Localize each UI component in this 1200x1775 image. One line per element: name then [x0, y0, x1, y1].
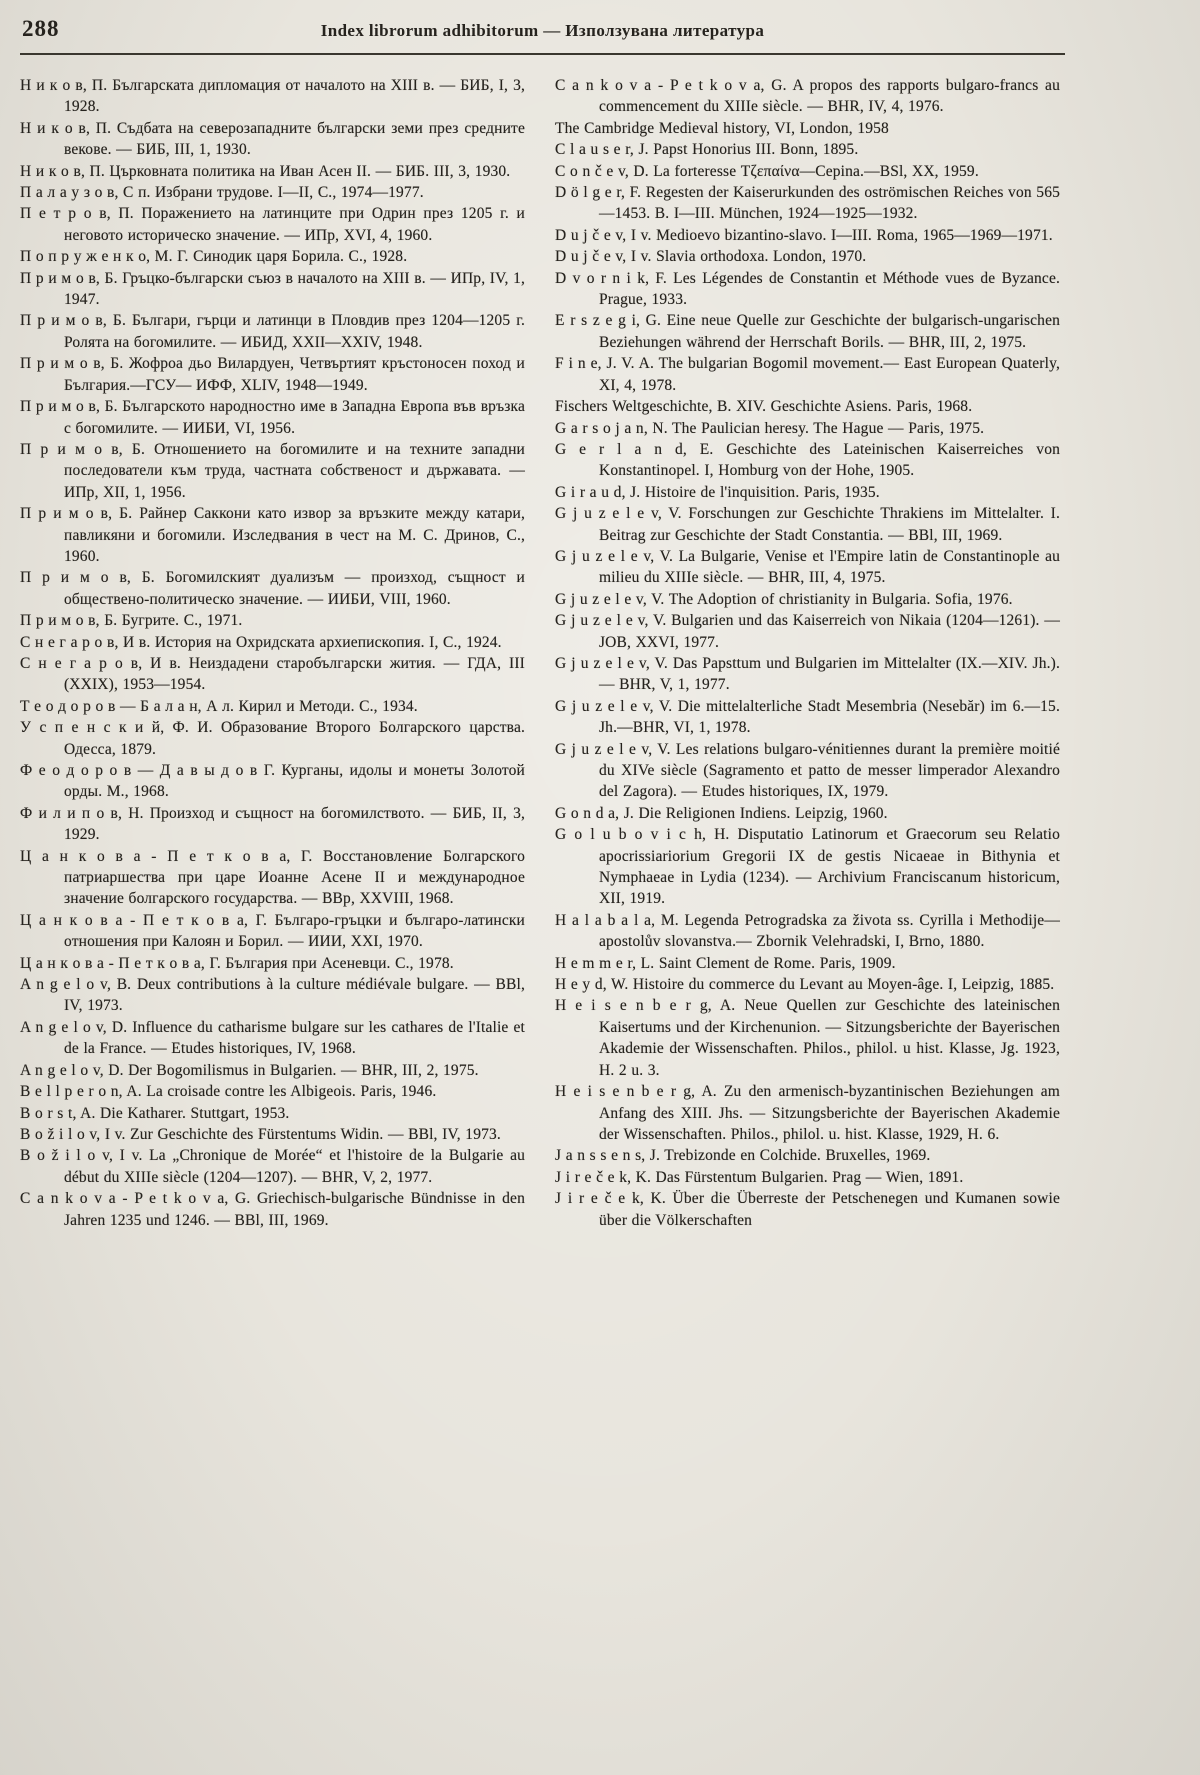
bibliography-entry: G o l u b o v i c h, H. Disputatio Latinorum et Graecorum seu Relatio apocrissiariorium Gregorii IX de gestis Nicaeae in Bithynia et Nymphaeae in Lydia (1234). — Archivium Franciscanum historicum, XII, 1919.	[555, 826, 1060, 908]
bibliography-entry: B o ž i l o v, I v. La „Chronique de Morée“ et l'histoire de la Bulgarie au début du XIIIe siècle (1204—1207). — BHR, V, 2, 1977.	[20, 1147, 525, 1186]
header-rule	[20, 53, 1065, 55]
bibliography-entry: D u j č e v, I v. Slavia orthodoxa. London, 1970.	[555, 248, 867, 266]
bibliography-entry: Н и к о в, П. Българската дипломация от началото на XIII в. — БИБ, I, 3, 1928.	[20, 77, 525, 116]
bibliography-entry: П р и м о в, Б. Жофроа дьо Вилардуен, Четвъртият кръстоносен поход и България.—ГСУ— ИФФ, XLIV, 1948—1949.	[20, 355, 525, 394]
bibliography-entry: A n g e l o v, D. Influence du catharisme bulgare sur les cathares de l'Italie et de la France. — Etudes historiques, IV, 1968.	[20, 1018, 525, 1058]
bibliography-entry: Ц а н к о в а - П е т к о в а, Г. Българо-гръцки и българо-латински отношения при Калоян и Борил. — ИИИ, XXI, 1970.	[20, 911, 525, 951]
page-number: 288	[22, 16, 60, 41]
bibliography-entry: П р и м о в, Б. Бугрите. С., 1971.	[20, 612, 243, 630]
bibliography-entry: Т е о д о р о в — Б а л а н, А л. Кирил и Методи. С., 1934.	[20, 697, 418, 715]
bibliography-entry: G j u z e l e v, V. The Adoption of christianity in Bulgaria. Sofia, 1976.	[555, 590, 1013, 608]
bibliography-entry: Ф е о д о р о в — Д а в ы д о в Г. Курганы, идолы и монеты Золотой орды. М., 1968.	[20, 762, 525, 801]
bibliography-entry: B o r s t, A. Die Katharer. Stuttgart, 1953.	[20, 1104, 290, 1122]
bibliography-entry: G i r a u d, J. Histoire de l'inquisition. Paris, 1935.	[555, 483, 880, 501]
bibliography-entry: П а л а у з о в, С п. Избрани трудове. I—II, С., 1974—1977.	[20, 184, 424, 202]
bibliography-entry: П е т р о в, П. Поражението на латинците при Одрин през 1205 г. и неговото историческо значение. — ИПр, XVI, 4, 1960.	[20, 205, 525, 244]
bibliography-entry: H e i s e n b e r g, A. Neue Quellen zur Geschichte des lateinischen Kaisertums und der Kirchenunion. — Sitzungsberichte der Bayerischen Akademie der Wissenschaften. Philos., philol. u hist. Klasse, Jg. 1923, H. 2 u. 3.	[555, 997, 1060, 1079]
bibliography-entry: С н е г а р о в, И в. Неиздадени старобългарски жития. — ГДА, III (XXIX), 1953—1954.	[20, 654, 525, 694]
right-column	[555, 75, 1060, 1231]
bibliography-entry: A n g e l o v, B. Deux contributions à la culture médiévale bulgare. — BBl, IV, 1973.	[20, 976, 525, 1015]
bibliography-entry: П р и м о в, Б. Българското народностно име в Западна Европа във връзка с богомилите. — ИИБИ, VI, 1956.	[20, 398, 525, 437]
bibliography-entry: П р и м о в, Б. Райнер Саккони като извор за връзките между катари, павликяни и богомили. Изследвания в чест на М. С. Дринов, С., 1960.	[20, 505, 525, 565]
bibliography-entry: Ц а н к о в а - П е т к о в а, Г. Восстановление Болгарского патриаршества при царе Иоанне Асене II и международное значение болгарского государства. — ВВр, XXVIII, 1968.	[20, 847, 525, 908]
bibliography-entry: Ц а н к о в а - П е т к о в а, Г. България при Асеневци. С., 1978.	[20, 954, 454, 972]
bibliography-entry: У с п е н с к и й, Ф. И. Образование Второго Болгарского царства. Одесса, 1879.	[20, 719, 525, 758]
bibliography-entry: G j u z e l e v, V. La Bulgarie, Venise et l'Empire latin de Constantinople au milieu du XIIIe siècle. — BHR, III, 4, 1975.	[555, 547, 1060, 587]
bibliography-entry: A n g e l o v, D. Der Bogomilismus in Bulgarien. — BHR, III, 2, 1975.	[20, 1061, 479, 1079]
bibliography-entry: C a n k o v a - P e t k o v a, G. A propos des rapports bulgaro-francs au commencement du XIIIe siècle. — BHR, IV, 4, 1976.	[555, 77, 1060, 116]
bibliography-entry: B e l l p e r o n, A. La croisade contre les Albigeois. Paris, 1946.	[20, 1083, 437, 1101]
bibliography-columns	[20, 75, 1065, 1231]
bibliography-entry: G j u z e l e v, V. Die mittelalterliche Stadt Mesembria (Nesebăr) im 6.—15. Jh.—BHR, VI, 1, 1978.	[555, 697, 1060, 737]
bibliography-entry: G o n d a, J. Die Religionen Indiens. Leipzig, 1960.	[555, 804, 888, 822]
bibliography-entry: D v o r n i k, F. Les Légendes de Constantin et Méthode vues de Byzance. Prague, 1933.	[555, 269, 1060, 309]
bibliography-entry: D ö l g e r, F. Regesten der Kaiserurkunden des oströmischen Reiches von 565—1453. B. I—III. München, 1924—1925—1932.	[555, 184, 1060, 223]
bibliography-entry: F i n e, J. V. A. The bulgarian Bogomil movement.— East European Quaterly, XI, 4, 1978.	[555, 355, 1060, 394]
bibliography-entry: C o n č e v, D. La forteresse Τζεπαίνα—Cepina.—BSl, XX, 1959.	[555, 162, 979, 180]
bibliography-entry: G j u z e l e v, V. Forschungen zur Geschichte Thrakiens im Mittelalter. I. Beitrag zur Geschichte der Stadt Constantia. — BBl, III, 1969.	[555, 505, 1060, 544]
bibliography-entry: C a n k o v a - P e t k o v a, G. Griechisch-bulgarische Bündnisse in den Jahren 1235 und 1246. — BBl, III, 1969.	[20, 1190, 525, 1229]
bibliography-entry: J i r e č e k, K. Das Fürstentum Bulgarien. Prag — Wien, 1891.	[555, 1168, 964, 1186]
running-title: Index librorum adhibitorum — Използувана литература	[320, 21, 765, 40]
page-header	[20, 16, 1065, 50]
left-column	[20, 75, 525, 1231]
bibliography-entry: П о п р у ж е н к о, М. Г. Синодик царя Борила. С., 1928.	[20, 248, 408, 266]
bibliography-entry: П р и м о в, Б. Гръцко-български съюз в началото на XIII в. — ИПр, IV, 1, 1947.	[20, 269, 525, 309]
bibliography-entry: Ф и л и п о в, Н. Произход и същност на богомилството. — БИБ, II, 3, 1929.	[20, 804, 525, 844]
bibliography-entry: H a l a b a l a, M. Legenda Petrogradska za života ss. Cyrilla i Methodije—apostolův slovanstva.— Zbornik Velehradski, I, Brno, 1880.	[555, 911, 1060, 951]
bibliography-entry: J i r e č e k, K. Über die Überreste der Petschenegen und Kumanen sowie über die Völkerschaften	[555, 1190, 1060, 1229]
bibliography-entry: Н и к о в, П. Съдбата на северозападните български земи през средните векове. — БИБ, III, 1, 1930.	[20, 119, 525, 159]
bibliography-entry: П р и м о в, Б. Отношението на богомилите и на техните западни последователи към труда, частната собственост и държавата. — ИПр, XII, 1, 1956.	[20, 440, 525, 501]
bibliography-entry: J a n s s e n s, J. Trebizonde en Colchide. Bruxelles, 1969.	[555, 1147, 931, 1165]
bibliography-entry: C l a u s e r, J. Papst Honorius III. Bonn, 1895.	[555, 141, 859, 159]
bibliography-entry: G j u z e l e v, V. Das Papsttum und Bulgarien im Mittelalter (IX.—XIV. Jh.). — BHR, V, 1, 1977.	[555, 654, 1060, 694]
bibliography-entry: G j u z e l e v, V. Bulgarien und das Kaiserreich von Nikaia (1204—1261). — JOB, XXVI, 1977.	[555, 612, 1060, 651]
bibliography-entry: B o ž i l o v, I v. Zur Geschichte des Fürstentums Widin. — BBl, IV, 1973.	[20, 1125, 501, 1143]
bibliography-entry: G e r l a n d, E. Geschichte des Lateinischen Kaiserreiches von Konstantinopel. I, Homburg von der Hohe, 1905.	[555, 440, 1060, 480]
bibliography-entry: Н и к о в, П. Църковната политика на Иван Асен II. — БИБ. III, 3, 1930.	[20, 162, 511, 180]
bibliography-entry: H e m m e r, L. Saint Clement de Rome. Paris, 1909.	[555, 954, 896, 972]
bibliography-entry: The Cambridge Medieval history, VI, London, 1958	[555, 119, 889, 137]
bibliography-entry: Fischers Weltgeschichte, B. XIV. Geschichte Asiens. Paris, 1968.	[555, 398, 973, 416]
bibliography-entry: D u j č e v, I v. Medioevo bizantino-slavo. I—III. Roma, 1965—1969—1971.	[555, 226, 1053, 244]
bibliography-entry: G a r s o j a n, N. The Paulician heresy. The Hague — Paris, 1975.	[555, 419, 985, 437]
bibliography-entry: П р и м о в, Б. Богомилският дуализъм — произход, същност и обществено-политическо значение. — ИИБИ, VIII, 1960.	[20, 569, 525, 608]
bibliography-entry: H e y d, W. Histoire du commerce du Levant au Moyen-âge. I, Leipzig, 1885.	[555, 976, 1055, 994]
bibliography-entry: H e i s e n b e r g, A. Zu den armenisch-byzantinischen Beziehungen am Anfang des XIII. Jhs. — Sitzungsberichte der Bayerischen Akademie der Wissenschaften. Philos., philol. u. hist. Klasse, 1929, H. 6.	[555, 1083, 1060, 1143]
bibliography-entry: С н е г а р о в, И в. История на Охридската архиепископия. I, С., 1924.	[20, 633, 502, 651]
bibliography-entry: G j u z e l e v, V. Les relations bulgaro-vénitiennes durant la première moitié du XIVe siècle (Sagramento et patto de messer limperador Alexandro del Zagora). — Etudes historiques, IX, 1979.	[555, 740, 1060, 801]
bibliography-entry: E r s z e g i, G. Eine neue Quelle zur Geschichte der bulgarisch-ungarischen Beziehungen während der Herrschaft Borils. — BHR, III, 2, 1975.	[555, 312, 1060, 351]
bibliography-entry: П р и м о в, Б. Българи, гърци и латинци в Пловдив през 1204—1205 г. Ролята на богомилите. — ИБИД, XXII—XXIV, 1948.	[20, 312, 525, 351]
